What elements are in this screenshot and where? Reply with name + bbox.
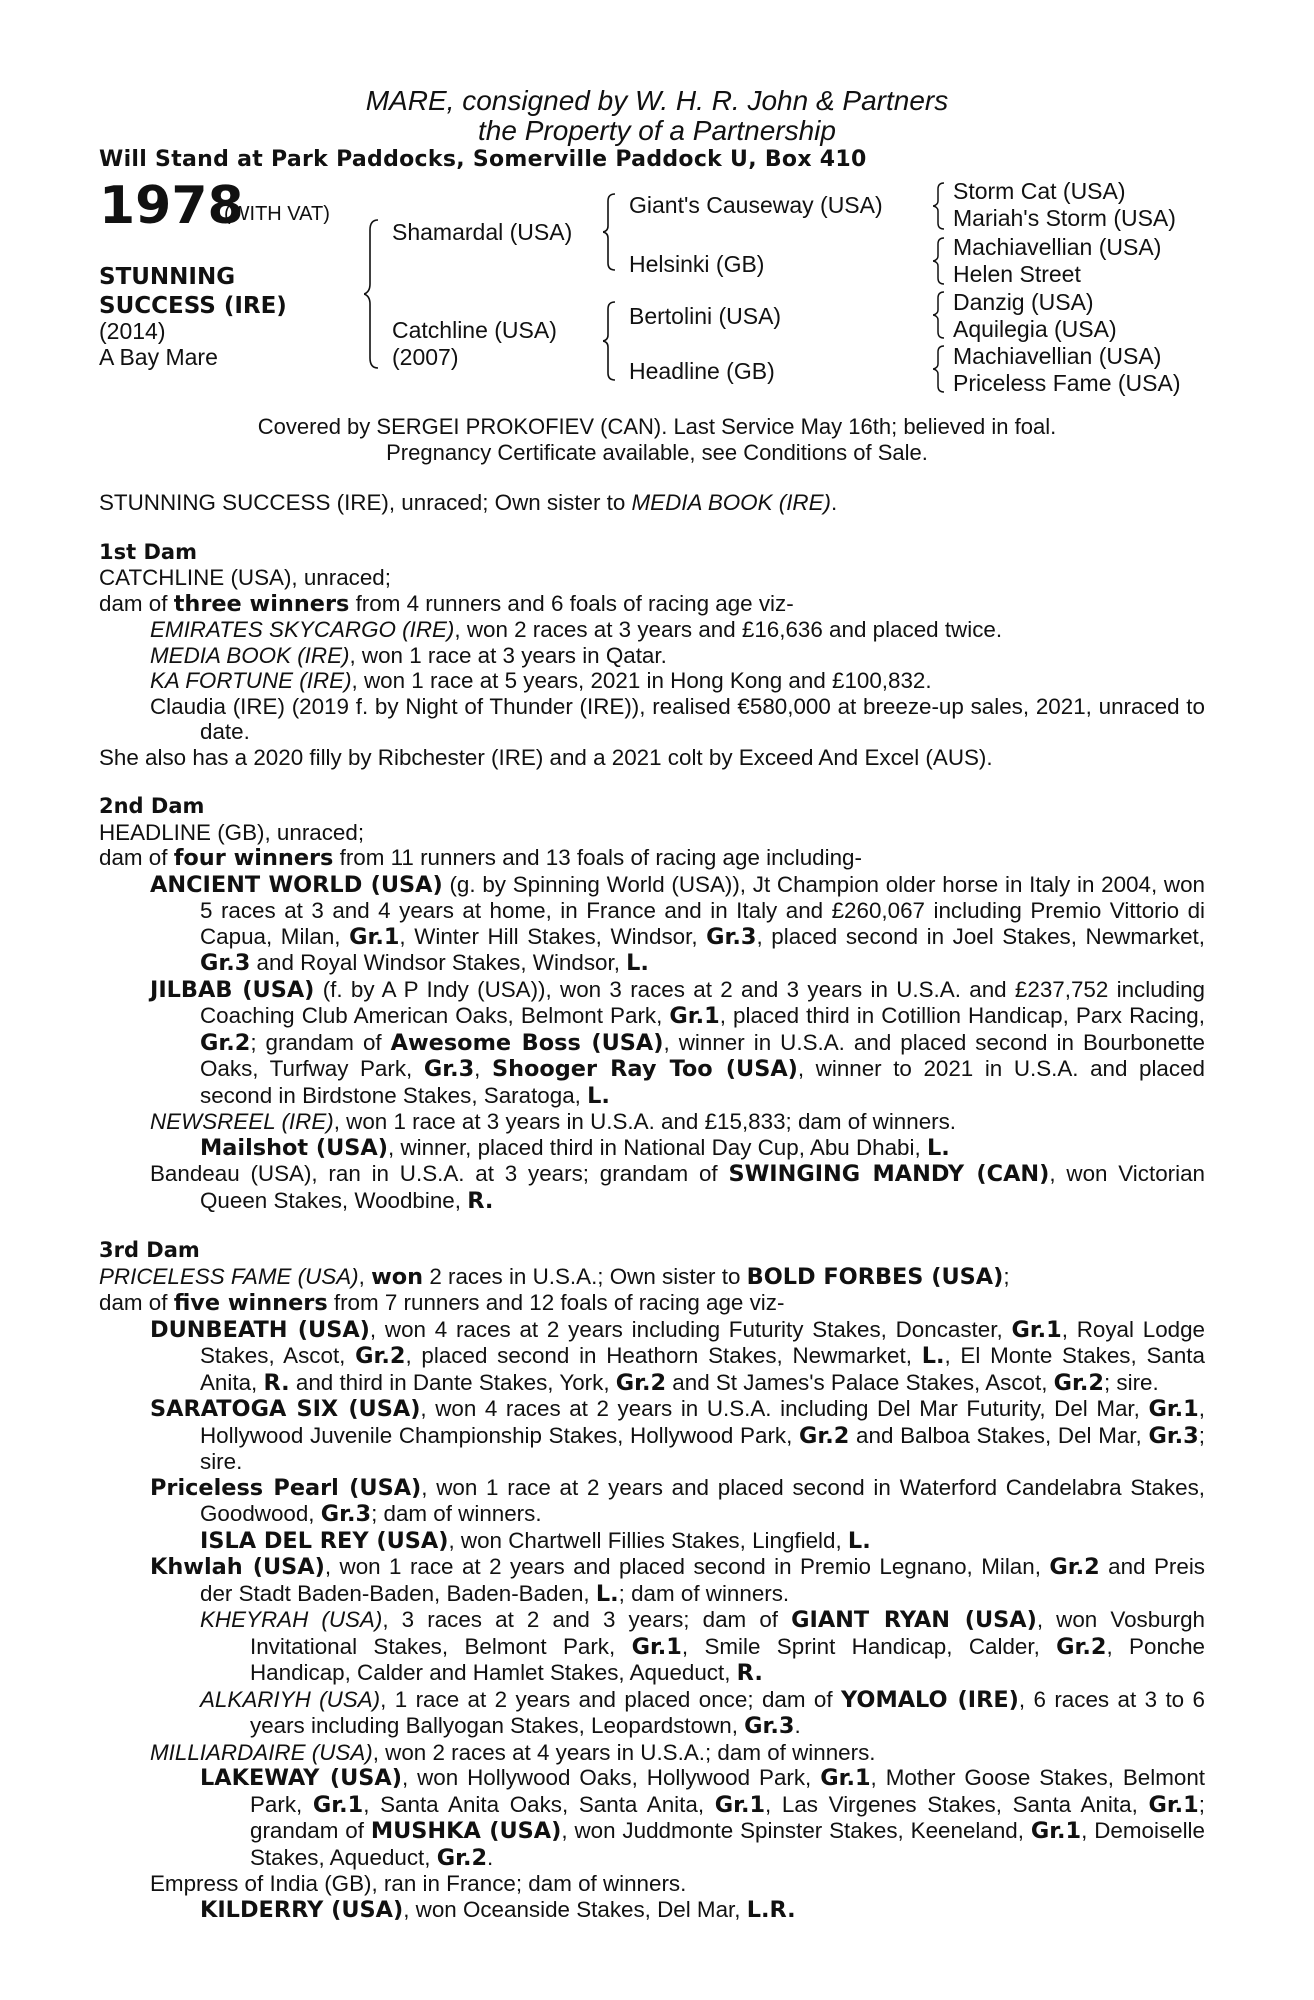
produce-jilbab: JILBAB (USA) (f. by A P Indy (USA)), won 3 races at 2 and 3 years in U.S.A. and £237,752 including Coaching Club American Oaks, Belmont Park, Gr.1, placed third in Cotillion Handicap, Parx Racing, Gr.2; grandam of Awesome Boss (USA), winner in U.S.A. and placed second in Bourbonette Oaks, Turfway Park, Gr.3, Shooger Ray Too (USA), winner to 2021 in U.S.A. and placed second in Birdstone Stakes, Saratoga, L. [150, 976, 1205, 1109]
vat-note: (WITH VAT) [224, 203, 330, 225]
lot-number: 1978 [99, 176, 244, 236]
pedigree-granddam-paternal: Helsinki (GB) [629, 251, 765, 277]
pedigree-grandsire-maternal: Bertolini (USA) [629, 303, 782, 329]
produce-claudia: Claudia (IRE) (2019 f. by Night of Thunder (IRE)), realised €580,000 at breeze-up sales, 2021, unraced to date. [150, 693, 1205, 744]
produce-ancient-world: ANCIENT WORLD (USA) (g. by Spinning World (USA)), Jt Champion older horse in Italy in 2004, won 5 races at 3 and 4 years at home, in France and in Italy and £260,067 including Premio Vittorio di Capua, Milan, Gr.1, Winter Hill Stakes, Windsor, Gr.3, placed second in Joel Stakes, Newmarket, Gr.3 and Royal Windsor Stakes, Windsor, L. [150, 871, 1205, 976]
dam2-heading: 2nd Dam [99, 794, 205, 818]
pedigree-brace-sire [603, 192, 619, 272]
produce-bandeau: Bandeau (USA), ran in U.S.A. at 3 years; grandam of SWINGING MANDY (CAN), won Victorian Queen Stakes, Woodbine, R. [150, 1161, 1205, 1214]
pedigree-brace-g3 [933, 290, 947, 340]
pregnancy-note: Pregnancy Certificate available, see Conditions of Sale. [386, 440, 928, 465]
pedigree-brace-g1 [933, 181, 947, 231]
dam1-foals-note: She also has a 2020 filly by Ribchester (IRE) and a 2021 colt by Exceed And Excel (AUS). [99, 744, 993, 770]
produce-media-book: MEDIA BOOK (IRE), won 1 race at 3 years in Qatar. [150, 642, 667, 668]
pedigree-dam-year: (2007) [392, 344, 459, 370]
dam2-summary: dam of four winners from 11 runners and 13 foals of racing age including- [99, 845, 862, 871]
dam1-heading: 1st Dam [99, 539, 197, 564]
pedigree-dam: Catchline (USA) [392, 317, 557, 343]
dam3-name: PRICELESS FAME (USA), won 2 races in U.S.A.; Own sister to BOLD FORBES (USA); [99, 1263, 1010, 1290]
pedigree-brace-dam [603, 300, 619, 382]
consignor-line: MARE, consigned by W. H. R. John & Partners [365, 85, 949, 116]
dam1-name: CATCHLINE (USA), unraced; [99, 565, 391, 590]
produce-alkariyh: ALKARIYH (USA), 1 race at 2 years and placed once; dam of YOMALO (IRE), 6 races at 3 to 6 years including Ballyogan Stakes, Leopardstown, Gr.3. [200, 1686, 1205, 1739]
stand-location: Will Stand at Park Paddocks, Somerville Paddock U, Box 410 [99, 147, 867, 172]
produce-saratoga-six: SARATOGA SIX (USA), won 4 races at 2 years in U.S.A. including Del Mar Futurity, Del Mar, Gr.1, Hollywood Juvenile Championship Stakes, Hollywood Park, Gr.2 and Balboa Stakes, Del Mar, Gr.3; sire. [150, 1396, 1205, 1474]
produce-newsreel: NEWSREEL (IRE), won 1 race at 3 years in U.S.A. and £15,833; dam of winners. [150, 1109, 957, 1134]
pedigree-g3-7: Machiavellian (USA) [953, 343, 1162, 369]
produce-ka-fortune: KA FORTUNE (IRE), won 1 race at 5 years, 2021 in Hong Kong and £100,832. [150, 668, 932, 693]
horse-name-line2: SUCCESS (IRE) [99, 293, 287, 319]
pedigree-g3-3: Machiavellian (USA) [953, 234, 1162, 260]
produce-isla-del-rey: ISLA DEL REY (USA), won Chartwell Fillies Stakes, Lingfield, L. [200, 1527, 871, 1554]
intro-line: STUNNING SUCCESS (IRE), unraced; Own sister to MEDIA BOOK (IRE). [99, 490, 838, 515]
horse-name-line1: STUNNING [99, 264, 236, 290]
pedigree-g3-8: Priceless Fame (USA) [953, 370, 1181, 396]
produce-emirates-skycargo: EMIRATES SKYCARGO (IRE), won 2 races at 3 years and £16,636 and placed twice. [150, 617, 1003, 642]
pedigree-g3-1: Storm Cat (USA) [953, 178, 1126, 204]
dam3-heading: 3rd Dam [99, 1238, 200, 1262]
pedigree-g3-4: Helen Street [953, 261, 1081, 287]
pedigree-brace-g2 [933, 236, 947, 286]
produce-kheyrah: KHEYRAH (USA), 3 races at 2 and 3 years; dam of GIANT RYAN (USA), won Vosburgh Invitational Stakes, Belmont Park, Gr.1, Smile Sprint Handicap, Calder, Gr.2, Ponche Handicap, Calder and Hamlet Stakes, Aqueduct, R. [200, 1607, 1205, 1686]
produce-lakeway: LAKEWAY (USA), won Hollywood Oaks, Hollywood Park, Gr.1, Mother Goose Stakes, Belmont Park, Gr.1, Santa Anita Oaks, Santa Anita, Gr.1, Las Virgenes Stakes, Santa Anita, Gr.1; grandam of MUSHKA (USA), won Juddmonte Spinster Stakes, Keeneland, Gr.1, Demoiselle Stakes, Aqueduct, Gr.2. [200, 1765, 1205, 1871]
pedigree-brace-main [364, 218, 384, 370]
pedigree-brace-g4 [933, 344, 947, 394]
dam2-name: HEADLINE (GB), unraced; [99, 819, 365, 845]
property-line: the Property of a Partnership [478, 115, 836, 146]
pedigree-granddam-maternal: Headline (GB) [629, 358, 775, 384]
horse-description: A Bay Mare [99, 344, 218, 370]
produce-khwlah: Khwlah (USA), won 1 race at 2 years and placed second in Premio Legnano, Milan, Gr.2 and Preis der Stadt Baden-Baden, Baden-Baden, L.; dam of winners. [150, 1554, 1205, 1607]
dam1-summary: dam of three winners from 4 runners and 6 foals of racing age viz- [99, 590, 794, 617]
catalogue-body [99, 490, 1205, 1923]
produce-kilderry: KILDERRY (USA), won Oceanside Stakes, Del Mar, L.R. [200, 1896, 796, 1923]
pedigree-g3-2: Mariah's Storm (USA) [953, 205, 1176, 231]
pedigree-grandsire-paternal: Giant's Causeway (USA) [629, 192, 883, 218]
produce-milliardaire: MILLIARDAIRE (USA), won 2 races at 4 years in U.S.A.; dam of winners. [150, 1739, 876, 1765]
covering-note: Covered by SERGEI PROKOFIEV (CAN). Last Service May 16th; believed in foal. [257, 414, 1057, 439]
pedigree-g3-5: Danzig (USA) [953, 289, 1094, 315]
horse-year: (2014) [99, 318, 166, 344]
produce-priceless-pearl: Priceless Pearl (USA), won 1 race at 2 years and placed second in Waterford Candelabra Stakes, Goodwood, Gr.3; dam of winners. [150, 1474, 1205, 1527]
pedigree-sire: Shamardal (USA) [392, 219, 573, 245]
produce-empress-of-india: Empress of India (GB), ran in France; dam of winners. [150, 1871, 687, 1896]
dam3-summary: dam of five winners from 7 runners and 12 foals of racing age viz- [99, 1290, 785, 1316]
produce-mailshot: Mailshot (USA), winner, placed third in National Day Cup, Abu Dhabi, L. [200, 1134, 950, 1161]
produce-dunbeath: DUNBEATH (USA), won 4 races at 2 years including Futurity Stakes, Doncaster, Gr.1, Royal Lodge Stakes, Ascot, Gr.2, placed second in Heathorn Stakes, Newmarket, L., El Monte Stakes, Santa Anita, R. and third in Dante Stakes, York, Gr.2 and St James's Palace Stakes, Ascot, Gr.2; sire. [150, 1316, 1206, 1396]
pedigree-g3-6: Aquilegia (USA) [953, 316, 1117, 342]
